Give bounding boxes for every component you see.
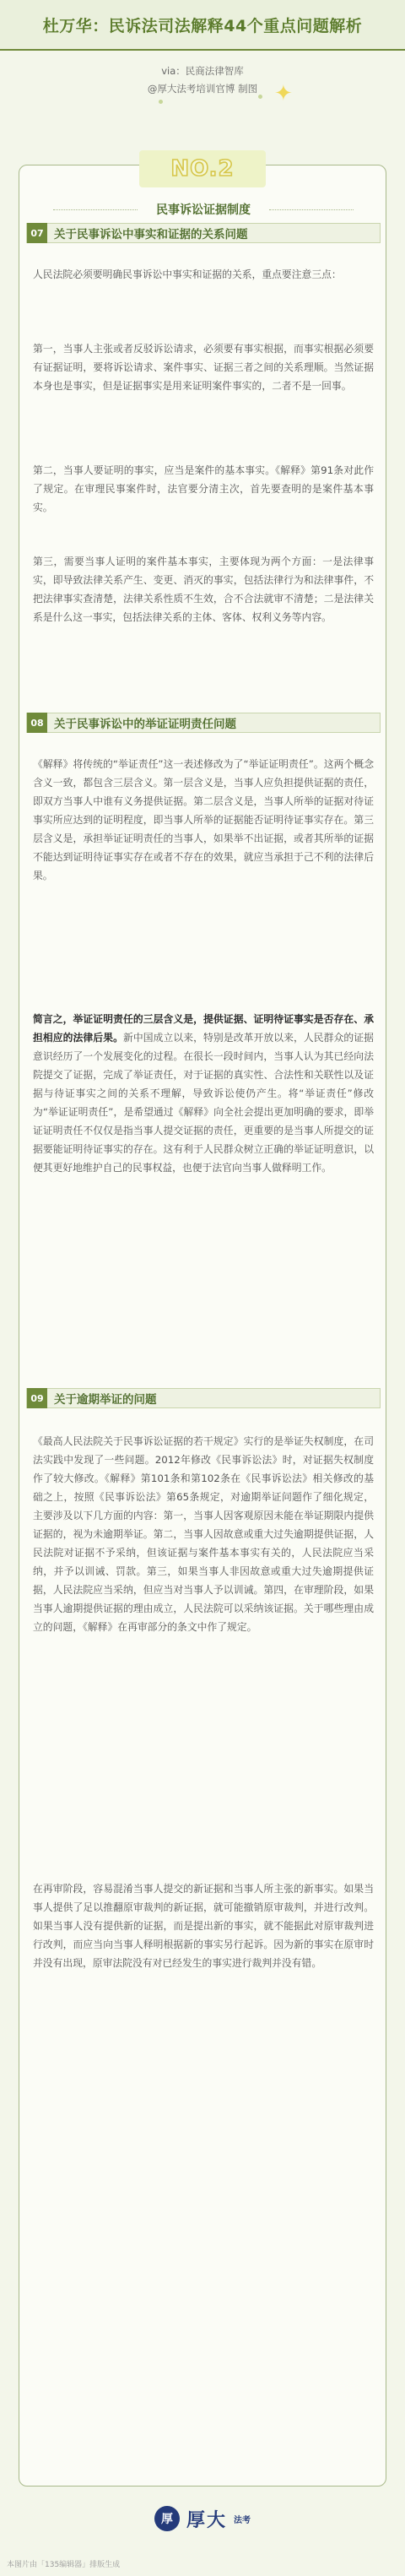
brand-name: 厚大 (186, 2508, 227, 2531)
topic-number: 08 (27, 713, 47, 733)
paragraph: 第二，当事人要证明的事实，应当是案件的基本事实。《解释》第91条对此作了规定。在审理民事案件时，法官要分清主次，首先要查明的是案件基本事实。 (33, 464, 374, 513)
topic-title: 关于逾期举证的问题 (54, 1393, 157, 1407)
paragraph: 《最高人民法院关于民事诉讼证据的若干规定》实行的是举证失权制度，在司法实践中发现了一些问题。2012年修改《民事诉讼法》时，对证据失权制度作了较大修改。《解释》第101条和第102条在《民事诉讼法》相关修改的基础之上，按照《民事诉讼法》第65条规定，对逾期举证问题作了细化规定，主要涉及以下几方面的内容：第一，当事人因客观原因未能在举证期限内提供证据的，视为未逾期举证。第二，当事人因故意或重大过失逾期提供证据，人民法院对证据不予采纳，但该证据与案件基本事实有关的，人民法院应当采纳，并予以训诫、罚款。第三，如果当事人非因故意或重大过失逾期提供证据，人民法院应当采纳，但应当对当事人予以训诫。第四，在审理阶段，如果当事人逾期提供证据的理由成立，人民法院可以采纳该证据。关于哪些理由成立的问题，《解释》在再审部分的条文中作了规定。 (33, 1435, 374, 1633)
title-bar (0, 0, 405, 51)
topic-title: 关于民事诉讼中的举证证明责任问题 (54, 718, 236, 731)
topic-title: 关于民事诉讼中事实和证据的关系问题 (54, 228, 248, 241)
credit-text: @厚大法考培训官博 制图 (147, 83, 258, 95)
paragraph: 人民法院必须要明确民事诉讼中事实和证据的关系，重点要注意三点： (33, 268, 342, 280)
topic-number: 09 (27, 1388, 47, 1408)
brand-footer (0, 2502, 405, 2535)
section-title: 民事诉讼证据制度 (19, 201, 387, 218)
paragraph (33, 1010, 374, 1177)
decor-dot (258, 95, 262, 99)
page-title: 杜万华：民诉法司法解释44个重点问题解析 (42, 16, 363, 35)
badge-text: NO.2 (170, 156, 235, 182)
paragraph: 在再审阶段，容易混淆当事人提交的新证据和当事人所主张的新事实。如果当事人提供了足以推翻原审裁判的新证据，就可能撤销原审裁判，并进行改判。如果当事人没有提供新的证据，而是提出新的事实，就不能据此对原审裁判进行改判，而应当向当事人释明根据新的事实另行起诉。因为新的事实在原审时并没有出现，原审法院没有对已经发生的事实进行裁判并没有错。 (33, 1883, 374, 1969)
sparkle-icon: ✦ (274, 81, 293, 106)
paragraph: 第一，当事人主张或者反驳诉讼请求，必须要有事实根据，而事实根据必须要有证据证明，要将诉讼请求、案件事实、证据三者之间的关系理顺。当然证据本身也是事实，但是证据事实是用来证明案件事实的，二者不是一回事。 (33, 343, 374, 392)
decor-dot (159, 100, 163, 104)
topic-header-07 (26, 223, 381, 243)
topic-header-09 (26, 1388, 381, 1408)
number-badge (139, 150, 266, 187)
bold-summary: 简言之，举证证明责任的三层含义是，提供证据、证明待证事实是否存在、承担相应的法律后果。 (33, 1013, 374, 1044)
content-card (19, 156, 386, 2487)
editor-note: 本图片由「135编辑器」排版生成 (7, 2561, 121, 2569)
topic-number: 07 (27, 223, 47, 243)
paragraph: 《解释》将传统的“举证责任”这一表述修改为了“举证证明责任”。这两个概念含义一致，都包含三层含义。第一层含义是，当事人应负担提供证据的责任，即双方当事人中谁有义务提供证据。第二层含义是，当事人所举的证据对待证事实所应达到的证明程度，即当事人所举的证据能否证明待证事实存在。第三层含义是，承担举证证明责任的当事人，如果举不出证据，或者其所举的证据不能达到证明待证事实存在或者不存在的效果，就应当承担于己不利的法律后果。 (33, 758, 374, 881)
brand-subtitle: 法考 (234, 2515, 251, 2525)
via-text: via：民商法律智库 (161, 65, 244, 77)
paragraph: 第三，需要当事人证明的案件基本事实，主要体现为两个方面：一是法律事实，即导致法律关系产生、变更、消灭的事实，包括法律行为和法律事件，不把法律事实查清楚，法律关系性质不生效，合不合法就审不清楚；二是法律关系是什么这一事实，包括法律关系的主体、客体、权利义务等内容。 (33, 556, 374, 623)
brand-logo-icon: 厚 (154, 2506, 180, 2531)
paragraph-rest: 新中国成立以来，特别是改革开放以来，人民群众的证据意识经历了一个发展变化的过程。在很长一段时间内，当事人认为其已经向法院提交了证据，完成了举证责任，对于证据的真实性、合法性和关联性以及证据与待证事实之间的关系不理解，导致诉讼使仍产生。将“举证责任”修改为“举证证明责任”，是希望通过《解释》向全社会提出更加明确的要求，即举证证明责任不仅仅是指当事人提交证据的责任，更重要的是当事人所提交的证据要能证明待证事实的存在。这有利于人民群众树立正确的举证证明意识，以便其更好地维护自己的民事权益，也便于法官向当事人做释明工作。 (33, 1032, 374, 1174)
meta-block (0, 62, 405, 98)
topic-header-08 (26, 713, 381, 733)
